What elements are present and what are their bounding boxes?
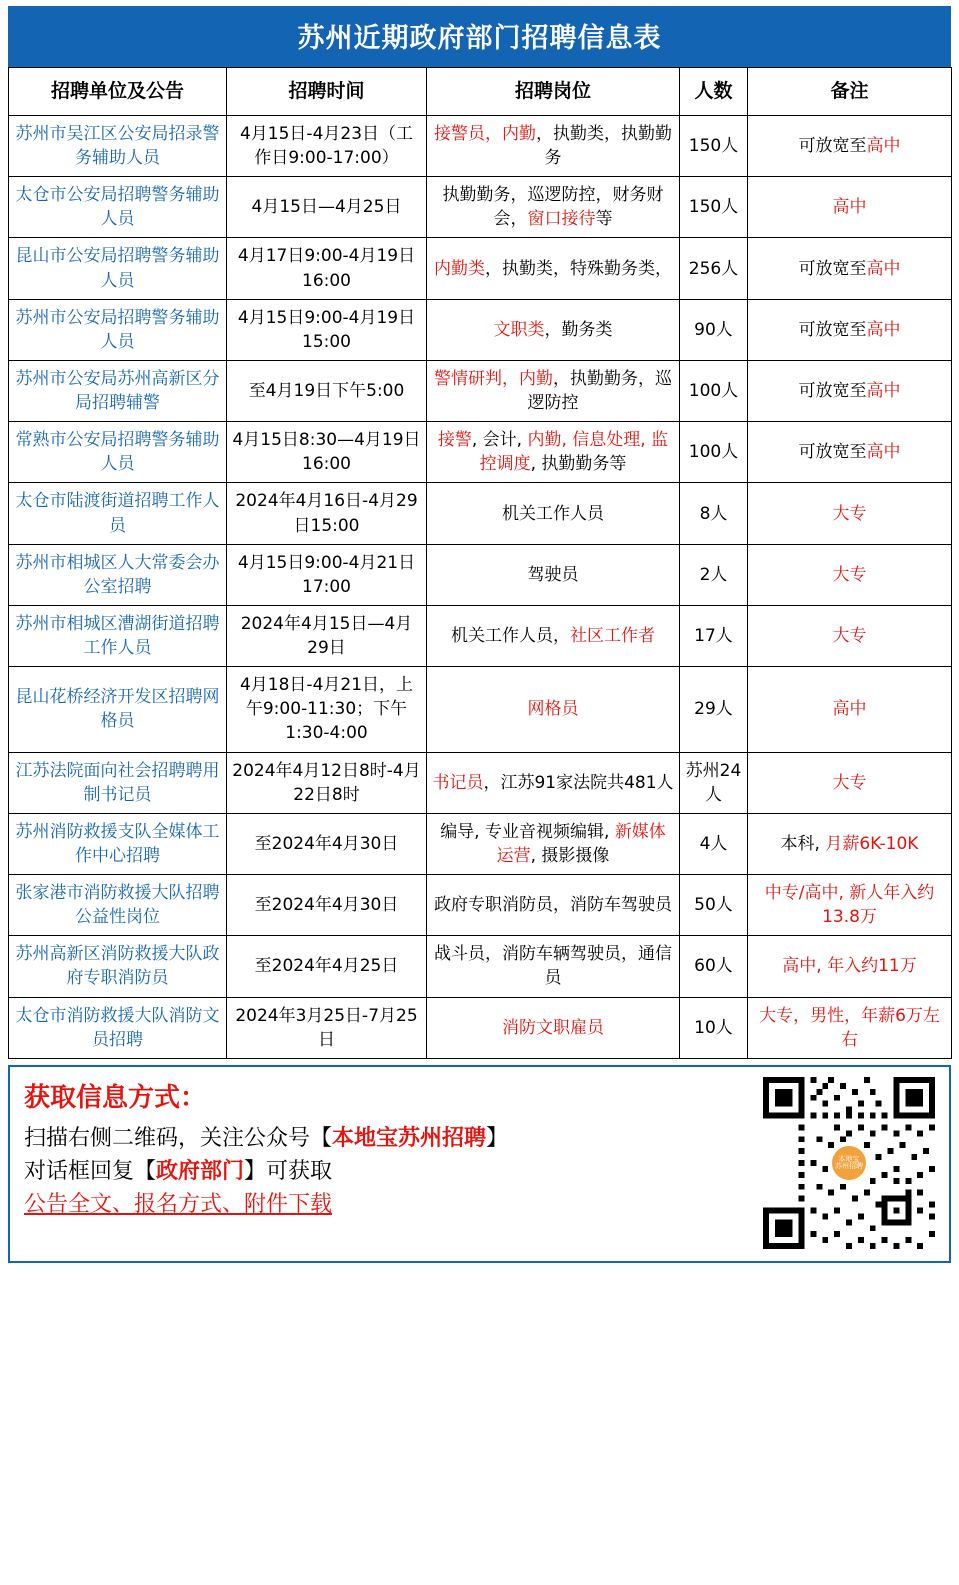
cell-unit[interactable]: 太仓市消防救援大队消防文员招聘 xyxy=(9,997,227,1058)
cell-time: 4月17日9:00-4月19日16:00 xyxy=(227,238,427,299)
table-header-row xyxy=(9,68,952,116)
cell-count: 2人 xyxy=(680,544,748,605)
post-text-2: , 会计, xyxy=(471,430,528,451)
cell-post xyxy=(427,605,680,666)
cell-unit[interactable]: 张家港市消防救援大队招聘公益性岗位 xyxy=(9,875,227,936)
table-row xyxy=(9,177,952,238)
col-header-time: 招聘时间 xyxy=(227,68,427,116)
cell-count: 17人 xyxy=(680,605,748,666)
table-row xyxy=(9,483,952,544)
note-text: 本科, xyxy=(780,833,826,854)
cell-time: 至2024年4月25日 xyxy=(227,936,427,997)
cell-note xyxy=(748,422,952,483)
cell-unit[interactable]: 苏州市相城区漕湖街道招聘工作人员 xyxy=(9,605,227,666)
cell-count: 8人 xyxy=(680,483,748,544)
cell-unit[interactable]: 苏州市公安局招聘警务辅助人员 xyxy=(9,299,227,360)
cell-post xyxy=(427,667,680,752)
post-text-3: , 摄影摄像 xyxy=(530,845,610,866)
post-highlight: 社区工作者 xyxy=(570,626,655,647)
post-text-3: ，江苏91家法院共481人 xyxy=(483,772,674,793)
cell-note xyxy=(748,177,952,238)
note-highlight: 大专 xyxy=(832,503,867,524)
cell-post xyxy=(427,875,680,936)
cell-time: 4月15日9:00-4月21日17:00 xyxy=(227,544,427,605)
cell-time: 4月15日9:00-4月19日15:00 xyxy=(227,299,427,360)
cell-unit[interactable]: 昆山市公安局招聘警务辅助人员 xyxy=(9,238,227,299)
cell-post xyxy=(427,997,680,1058)
cell-count: 100人 xyxy=(680,422,748,483)
col-header-count: 人数 xyxy=(680,68,748,116)
note-text: 可放宽至 xyxy=(798,258,867,279)
cell-unit[interactable]: 苏州高新区消防救援大队政府专职消防员 xyxy=(9,936,227,997)
note-highlight: 中专/高中, 新人年入约13.8万 xyxy=(764,883,935,928)
cell-note xyxy=(748,813,952,874)
note-highlight: 月薪6K-10K xyxy=(825,833,919,854)
cell-note xyxy=(748,360,952,421)
post-text-3: 等 xyxy=(595,209,613,230)
cell-count: 150人 xyxy=(680,177,748,238)
note-highlight: 高中 xyxy=(866,381,901,402)
post-text: 战斗员，消防车辆驾驶员，通信员 xyxy=(434,944,672,989)
post-highlight: 接警 xyxy=(437,430,472,451)
qr-code[interactable] xyxy=(763,1077,935,1249)
post-text-3: , 执勤勤务等 xyxy=(530,454,627,475)
page-title: 苏州近期政府部门招聘信息表 xyxy=(8,6,951,67)
cell-note xyxy=(748,238,952,299)
post-highlight: 窗口接待 xyxy=(527,209,596,230)
cell-time: 4月15日-4月23日（工作日9:00-17:00） xyxy=(227,115,427,176)
post-highlight: 文职类 xyxy=(493,319,545,340)
note-text: 可放宽至 xyxy=(798,136,867,157)
post-highlight: 书记员 xyxy=(432,772,484,793)
post-text-3: ，执勤类，特殊勤务类， xyxy=(485,258,672,279)
cell-post xyxy=(427,813,680,874)
table-row xyxy=(9,936,952,997)
cell-post xyxy=(427,238,680,299)
note-highlight: 高中 xyxy=(832,699,867,720)
note-highlight: 大专 xyxy=(832,626,867,647)
footer-line-2-post: 】可获取 xyxy=(244,1158,333,1184)
cell-note xyxy=(748,936,952,997)
note-highlight: 高中 xyxy=(832,197,867,218)
cell-unit[interactable]: 苏州消防救援支队全媒体工作中心招聘 xyxy=(9,813,227,874)
cell-post xyxy=(427,483,680,544)
post-text-3: ，执勤勤务，巡逻防控 xyxy=(527,368,672,414)
footer-keyword: 政府部门 xyxy=(156,1158,245,1184)
cell-time: 2024年4月16日-4月29日15:00 xyxy=(227,483,427,544)
post-highlight: 接警员，内勤 xyxy=(434,123,536,144)
cell-time: 4月15日—4月25日 xyxy=(227,177,427,238)
note-highlight: 大专 xyxy=(832,564,867,585)
table-row xyxy=(9,667,952,752)
cell-count: 50人 xyxy=(680,875,748,936)
footer-line-3 xyxy=(24,1188,751,1221)
cell-time: 至4月19日下午5:00 xyxy=(227,360,427,421)
cell-unit[interactable]: 昆山花桥经济开发区招聘网格员 xyxy=(9,667,227,752)
cell-note xyxy=(748,667,952,752)
table-row xyxy=(9,238,952,299)
cell-unit[interactable]: 江苏法院面向社会招聘聘用制书记员 xyxy=(9,752,227,813)
note-highlight: 高中 xyxy=(866,258,901,279)
post-highlight-2: 内勤, 信息处理, 监控调度 xyxy=(479,430,669,475)
note-highlight: 高中 xyxy=(866,442,901,463)
note-text: 可放宽至 xyxy=(798,381,867,402)
cell-note xyxy=(748,875,952,936)
cell-post xyxy=(427,422,680,483)
cell-time: 4月15日8:30—4月19日16:00 xyxy=(227,422,427,483)
col-header-unit: 招聘单位及公告 xyxy=(9,68,227,116)
table-row xyxy=(9,752,952,813)
note-text: 可放宽至 xyxy=(798,442,867,463)
cell-unit[interactable]: 苏州市相城区人大常委会办公室招聘 xyxy=(9,544,227,605)
cell-note xyxy=(748,605,952,666)
cell-count: 150人 xyxy=(680,115,748,176)
footer-line-2-pre: 对话框回复【 xyxy=(24,1158,157,1184)
qr-logo: 本地宝 苏州招聘 xyxy=(829,1143,869,1183)
post-highlight: 内勤类 xyxy=(434,258,485,279)
post-text: 编导, 专业音视频编辑, xyxy=(440,821,615,842)
note-highlight: 高中 xyxy=(866,319,901,340)
table-row xyxy=(9,605,952,666)
cell-post xyxy=(427,115,680,176)
cell-time: 至2024年4月30日 xyxy=(227,875,427,936)
footer-heading: 获取信息方式： xyxy=(24,1082,207,1113)
post-text: 机关工作人员 xyxy=(502,503,604,524)
cell-count: 100人 xyxy=(680,360,748,421)
cell-count: 苏州24人 xyxy=(680,752,748,813)
footer-line-1 xyxy=(24,1122,751,1155)
post-text: 驾驶员 xyxy=(527,564,579,585)
table-body xyxy=(9,115,952,1058)
table-row xyxy=(9,422,952,483)
cell-post xyxy=(427,752,680,813)
footer-text-block xyxy=(24,1077,751,1221)
cell-note xyxy=(748,752,952,813)
footer-info-box xyxy=(8,1065,951,1263)
note-text: 可放宽至 xyxy=(798,319,867,340)
cell-count: 60人 xyxy=(680,936,748,997)
cell-post xyxy=(427,177,680,238)
table-row xyxy=(9,360,952,421)
cell-note xyxy=(748,299,952,360)
col-header-note: 备注 xyxy=(748,68,952,116)
post-text: 执勤勤务，巡逻防控，财务财会， xyxy=(442,185,664,230)
cell-unit[interactable]: 太仓市陆渡街道招聘工作人员 xyxy=(9,483,227,544)
table-row xyxy=(9,875,952,936)
post-text-3: ，勤务类 xyxy=(544,319,613,340)
footer-account-name: 本地宝苏州招聘 xyxy=(332,1125,487,1151)
cell-post xyxy=(427,360,680,421)
cell-count: 90人 xyxy=(680,299,748,360)
note-highlight: 高中, 年入约11万 xyxy=(782,956,917,977)
footer-line-1-pre: 扫描右侧二维码，关注公众号【 xyxy=(24,1125,333,1151)
post-text: 机关工作人员， xyxy=(451,626,570,647)
cell-time: 2024年4月12日8时-4月22日8时 xyxy=(227,752,427,813)
cell-time: 2024年4月15日—4月29日 xyxy=(227,605,427,666)
cell-note xyxy=(748,997,952,1058)
cell-count: 10人 xyxy=(680,997,748,1058)
footer-line-1-post: 】 xyxy=(486,1125,509,1151)
cell-post xyxy=(427,936,680,997)
note-highlight: 大专，男性，年薪6万左右 xyxy=(759,1005,940,1050)
table-row xyxy=(9,813,952,874)
cell-unit[interactable]: 太仓市公安局招聘警务辅助人员 xyxy=(9,177,227,238)
table-row xyxy=(9,544,952,605)
table-row xyxy=(9,997,952,1058)
cell-count: 4人 xyxy=(680,813,748,874)
footer-resource-link[interactable]: 公告全文、报名方式、附件下载 xyxy=(24,1191,333,1217)
cell-note xyxy=(748,483,952,544)
cell-unit[interactable]: 苏州市吴江区公安局招录警务辅助人员 xyxy=(9,115,227,176)
post-highlight: 警情研判，内勤 xyxy=(434,368,553,389)
cell-unit[interactable]: 常熟市公安局招聘警务辅助人员 xyxy=(9,422,227,483)
cell-count: 256人 xyxy=(680,238,748,299)
post-highlight: 新媒体运营 xyxy=(496,821,666,866)
cell-time: 4月18日-4月21日，上午9:00-11:30；下午1:30-4:00 xyxy=(227,667,427,752)
cell-post xyxy=(427,299,680,360)
cell-time: 2024年3月25日-7月25日 xyxy=(227,997,427,1058)
note-highlight: 大专 xyxy=(832,772,867,793)
cell-post xyxy=(427,544,680,605)
cell-unit[interactable]: 苏州市公安局苏州高新区分局招聘辅警 xyxy=(9,360,227,421)
table-row xyxy=(9,299,952,360)
col-header-post: 招聘岗位 xyxy=(427,68,680,116)
table-row xyxy=(9,115,952,176)
cell-time: 至2024年4月30日 xyxy=(227,813,427,874)
post-highlight: 网格员 xyxy=(527,699,579,720)
cell-count: 29人 xyxy=(680,667,748,752)
note-highlight: 高中 xyxy=(866,136,901,157)
post-text: 政府专职消防员，消防车驾驶员 xyxy=(434,895,672,916)
recruitment-table xyxy=(8,67,952,1059)
footer-line-2 xyxy=(24,1155,751,1188)
cell-note xyxy=(748,544,952,605)
post-text-3: ，执勤类，执勤勤务 xyxy=(536,123,672,169)
post-highlight: 消防文职雇员 xyxy=(502,1017,604,1038)
cell-note xyxy=(748,115,952,176)
